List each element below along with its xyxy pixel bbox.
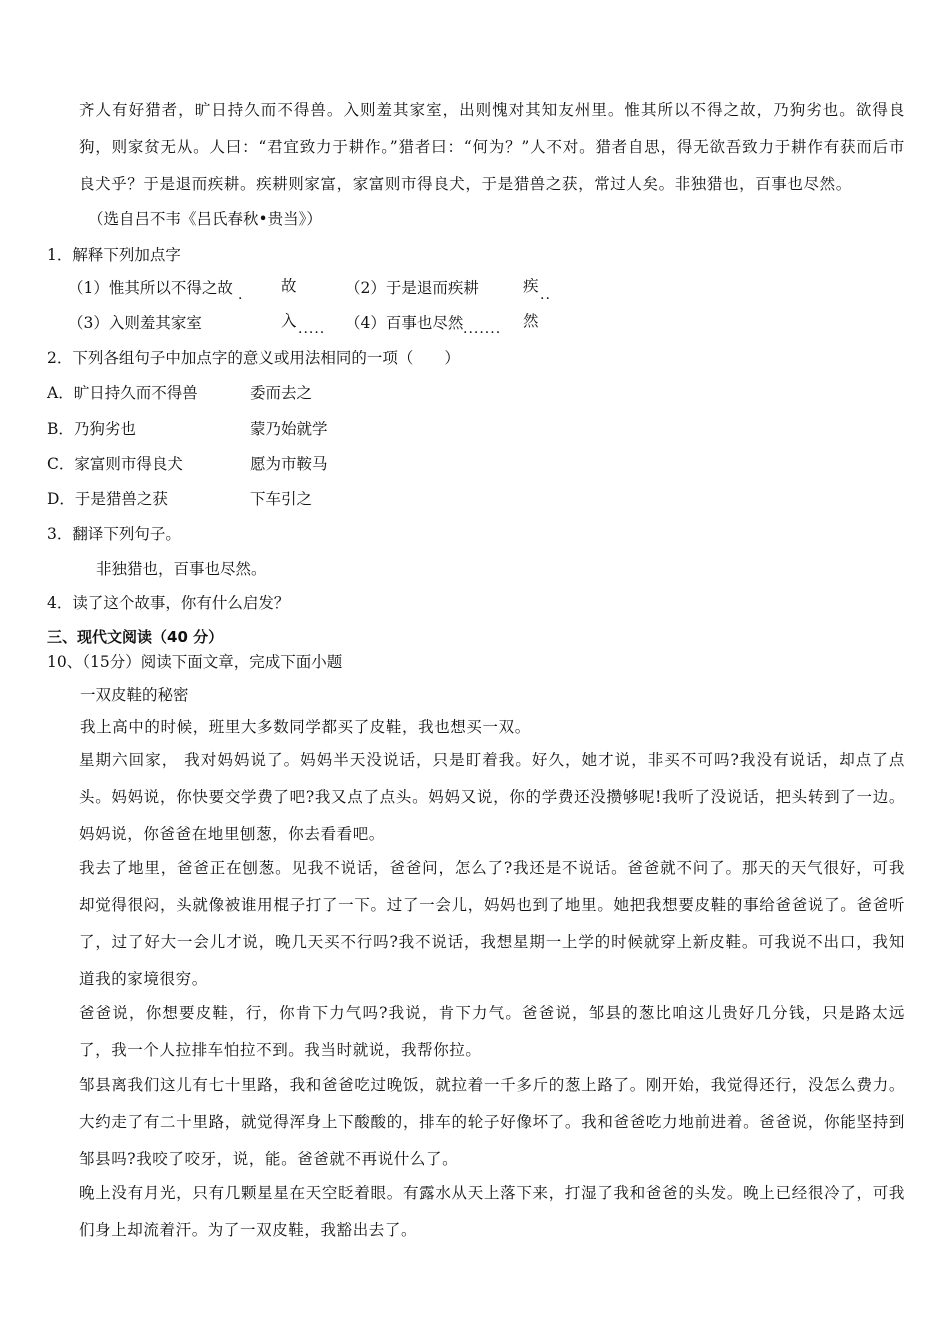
story-paragraph: 晚上没有月光，只有几颗星星在天空眨着眼。有露水从天上落下来，打湿了我和爸爸的头发。晚上已经很冷了，可我们身上却流着汗。为了一双皮鞋，我豁出去了。	[79, 1184, 905, 1239]
story-paragraph: 星期六回家， 我对妈妈说了。妈妈半天没说话，只是盯着我。好久，她才说，非买不可吗?我没有说话，却点了点头。妈妈说，你快要交学费了吧?我又点了点头。妈妈又说，你的学费还没攒够呢!我听了没说话，把头转到了一边。妈妈说，你爸爸在地里刨葱，你去看看吧。	[79, 751, 905, 843]
question-10-title: 10、（15分）阅读下面文章，完成下面小题	[47, 653, 343, 671]
question-4-title: 4．读了这个故事，你有什么启发？	[47, 594, 290, 612]
question-1-item-3-char: 入	[281, 312, 297, 330]
emphasis-dot: .	[238, 287, 244, 303]
question-3-sentence: 非独猎也，百事也尽然。	[96, 560, 267, 578]
story-paragraph: 我去了地里，爸爸正在刨葱。见我不说话，爸爸问，怎么了?我还是不说话。爸爸就不问了。那天的天气很好，可我却觉得很闷，头就像被谁用棍子打了一下。过了一会儿，妈妈也到了地里。她把我想要皮鞋的事给爸爸说了。爸爸听了，过了好大一会儿才说，晚几天买不行吗?我不说话，我想星期一上学的时候就穿上新皮鞋。可我说不出口，我知道我的家境很穷。	[79, 859, 905, 988]
option-d: D．于是猎兽之获	[47, 490, 168, 508]
section-heading: 三、现代文阅读（40 分）	[47, 628, 224, 646]
story-title: 一双皮鞋的秘密	[80, 686, 189, 704]
emphasis-dots: .......	[463, 321, 502, 337]
option-b-pair: 蒙乃始就学	[250, 420, 328, 438]
question-3-title: 3．翻译下列句子。	[47, 525, 181, 543]
option-d-pair: 下车引之	[250, 490, 313, 508]
question-1-item-1-char: 故	[281, 277, 297, 295]
emphasis-dots: .....	[298, 321, 326, 337]
story-paragraph: 我上高中的时候，班里大多数同学都买了皮鞋，我也想买一双。	[80, 718, 531, 736]
question-2-title: 2．下列各组句子中加点字的意义或用法相同的一项（ ）	[47, 349, 460, 367]
option-b: B．乃狗劣也	[47, 420, 136, 438]
option-c-pair: 愿为市鞍马	[250, 455, 328, 473]
question-1-item-1: （1）惟其所以不得之故	[68, 279, 233, 297]
passage-paragraph: 齐人有好猎者，旷日持久而不得兽。入则羞其家室，出则愧对其知友州里。惟其所以不得之故，乃狗劣也。欲得良狗，则家贫无从。人曰：“君宜致力于耕作。”猎者曰：“何为？”人不对。猎者自思，得无欲吾致力于耕作有获而后市良犬乎？于是退而疾耕。疾耕则家富，家富则市得良犬，于是猎兽之获，常过人矣。非独猎也，百事也尽然。	[79, 101, 905, 193]
question-1-item-2: （2）于是退而疾耕	[345, 279, 479, 297]
question-1-item-4: （4）百事也尽然	[345, 314, 464, 332]
question-1-item-4-char: 然	[523, 312, 539, 330]
story-paragraph: 爸爸说，你想要皮鞋，行，你肯下力气吗?我说，肯下力气。爸爸说，邹县的葱比咱这儿贵好几分钱，只是路太远了，我一个人拉排车怕拉不到。我当时就说，我帮你拉。	[79, 1004, 905, 1059]
passage-source: （选自吕不韦《吕氏春秋•贵当》）	[88, 210, 322, 228]
option-a: A．旷日持久而不得兽	[47, 384, 198, 402]
question-1-title: 1．解释下列加点字	[47, 246, 181, 264]
option-a-pair: 委而去之	[250, 384, 313, 402]
emphasis-dots: ..	[540, 287, 551, 303]
question-1-item-3: （3）入则羞其家室	[68, 314, 202, 332]
option-c: C．家富则市得良犬	[47, 455, 183, 473]
question-1-item-2-char: 疾	[523, 277, 539, 295]
story-paragraph: 邹县离我们这儿有七十里路，我和爸爸吃过晚饭，就拉着一千多斤的葱上路了。刚开始，我觉得还行，没怎么费力。大约走了有二十里路，就觉得浑身上下酸酸的，排车的轮子好像坏了。我和爸爸吃力地前进着。爸爸说，你能坚持到邹县吗?我咬了咬牙，说，能。爸爸就不再说什么了。	[79, 1076, 905, 1168]
